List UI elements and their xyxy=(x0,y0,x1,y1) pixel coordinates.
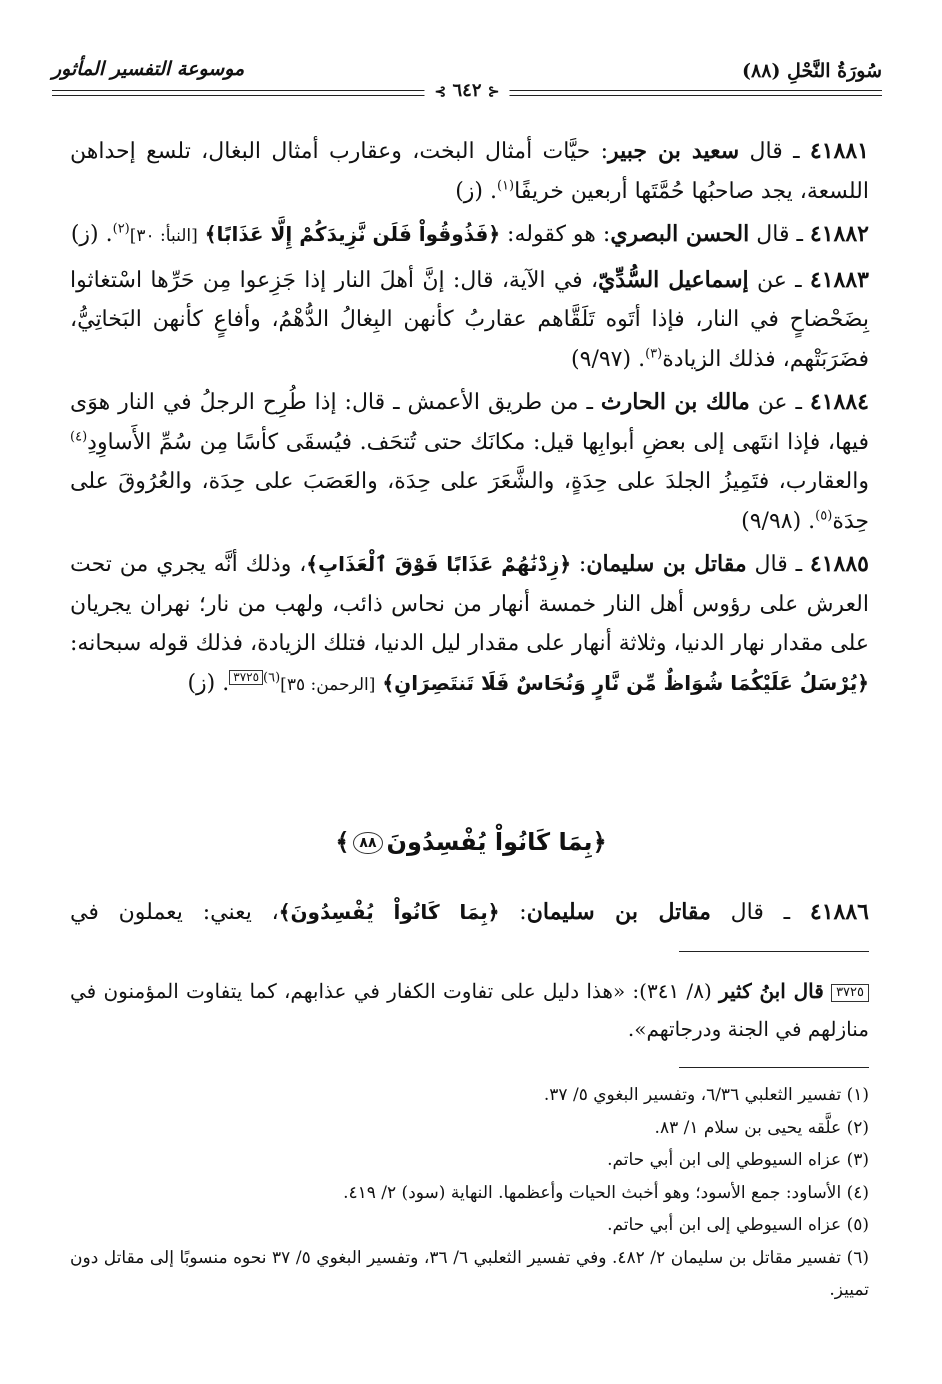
footnote-divider xyxy=(679,1067,869,1068)
footnote-ref: (٦) xyxy=(263,670,281,686)
verse-heading xyxy=(0,828,942,856)
narrator-name: الحسن البصري xyxy=(610,221,750,247)
verse-close-bracket: ﴾ xyxy=(335,828,350,856)
footnote-item: (٣) عزاه السيوطي إلى ابن أبي حاتم. xyxy=(607,1150,869,1170)
quran-quote: ﴿بِمَا كَانُواْ يُفْسِدُونَ﴾ xyxy=(278,900,500,924)
main-text xyxy=(70,132,869,709)
verse-text: ﴿بِمَا كَانُواْ يُفْسِدُونَ xyxy=(386,828,607,856)
narrator-name: مالك بن الحارث xyxy=(600,389,750,415)
entry-41883 xyxy=(70,261,869,380)
commentary-box-ref: ٣٧٢٥ xyxy=(229,670,263,685)
entry-41886 xyxy=(70,893,869,932)
source-ref: . (٩/٩٧) xyxy=(571,346,646,372)
footnote-item: (٤) الأساود: جمع الأسود؛ وهو أخبث الحيات وأعظمها. النهاية (سود) ٢/ ٤١٩. xyxy=(343,1182,869,1203)
book-title: موسوعة التفسير المأثور xyxy=(52,58,245,80)
entry-41884 xyxy=(70,383,869,541)
commentary-ref: (٨/ ٣٤١): xyxy=(625,979,719,1003)
footnote-ref: (٣) xyxy=(645,346,663,362)
entry-41882 xyxy=(70,215,869,257)
entry-connector: ـ قال xyxy=(746,552,810,577)
entry-text: : xyxy=(571,552,587,577)
entry-41881 xyxy=(70,132,869,211)
ornament-right-icon: ⊰ xyxy=(487,84,500,100)
footnote-item: (٦) تفسير مقاتل بن سليمان ٢/ ٤٨٢. وفي تفسير الثعلبي ٦/ ٣٦، وتفسير البغوي ٥/ ٣٧ نحوه منسوبًا إلى مقاتل دون تمييز. xyxy=(70,1247,869,1300)
entry-text: ـ من طريق الأعمش ـ قال: إذا طُرِح الرجلُ في النار هوَى فيها، فإذا انتَهى إلى بعضِ أبوابِها قيل: مكانَك حتى تُتحَف. فيُسقَى كأسًا مِن سُمِّ الأَساوِدِ xyxy=(70,390,869,455)
entry-text-continued: ، يعني: يعملون في xyxy=(70,900,279,925)
quran-quote: ﴿زِدْنَٰهُمْ عَذَابًا فَوْقَ ٱلْعَذَابِ﴾ xyxy=(306,552,572,576)
narrator-name: إسماعيل السُّدِّيّ xyxy=(598,266,749,293)
entry-text-continued: والعقارب، فتَمِيزُ الجلدَ على حِدَةٍ، والشَّعَرَ على حِدَة، والعَصَبَ على حِدَة، والعُرُوقَ على حِدَة xyxy=(70,469,869,534)
footnote-item: (٢) علَّقه يحيى بن سلام ١/ ٨٣. xyxy=(654,1117,869,1138)
ornament-left-icon: ⊱ xyxy=(434,84,447,100)
footnote-item: (١) تفسير الثعلبي ٦/٣٦، وتفسير البغوي ٥/ ٣٧. xyxy=(543,1085,869,1105)
quran-citation: [النبأ: ٣٠] xyxy=(129,226,198,246)
source-ref: . (ز) xyxy=(455,178,497,204)
page-header xyxy=(52,52,882,112)
entry-41885 xyxy=(70,545,869,705)
entry-text: ، في الآية، قال: إنَّ أهلَ النار إذا جَزِعوا مِن حَرِّها اسْتغاثوا بِضَحْضاحٍ في النار، فإذا أتَوه تَلَقَّاهم عقاربُ كأنهن البِغالُ الدُّهْمُ، وأفاعٍ كأنهن البَخاتِيُّ، فضَرَبَتْهم، فذلك الزيادة xyxy=(70,267,869,372)
quran-citation: [الرحمن: ٣٥] xyxy=(280,674,376,695)
page-number: ٦٤٢ xyxy=(452,80,482,101)
commentary-number: ٣٧٢٥ xyxy=(831,984,869,1002)
source-ref: . (ز) xyxy=(187,670,230,696)
quran-quote: ﴿فَذُوقُواْ فَلَن نَّزِيدَكُمْ إِلَّا عَذَابًا﴾ xyxy=(204,222,501,246)
entry-connector: ـ قال xyxy=(749,222,810,247)
footnote-ref: (٢) xyxy=(112,221,130,237)
source-ref: . (٩/٩٨) xyxy=(741,508,816,534)
footnote-ref: (١) xyxy=(496,178,515,194)
commentary-note xyxy=(70,972,869,1048)
entry-text: : حيَّات أمثال البخت، وعقارب أمثال البغال، تلسع إحداهن اللسعة، يجد صاحبُها حُمَّتَها أربعين خريفًا xyxy=(70,139,869,204)
verse-number-badge: ٨٨ xyxy=(353,832,382,854)
entry-number: ٤١٨٨٢ xyxy=(809,221,869,247)
source-ref: . (ز) xyxy=(70,222,113,247)
narrator-name: سعيد بن جبير xyxy=(607,138,740,164)
entry-number: ٤١٨٨٤ xyxy=(809,389,869,415)
footnote-ref: (٥) xyxy=(815,508,833,524)
entry-connector: ـ عن xyxy=(748,267,810,293)
entry-connector: ـ قال xyxy=(739,139,810,164)
entry-number: ٤١٨٨١ xyxy=(809,138,869,164)
quran-quote-2: ﴿يُرْسَلُ عَلَيْكُمَا شُوَاظٌ مِّن نَّارٍ وَنُحَاسٌ فَلَا تَنتَصِرَانِ﴾ xyxy=(382,670,869,695)
commentary-text: «هذا دليل على تفاوت الكفار في عذابهم، كما يتفاوت المؤمنون في منازلهم في الجنة ودرجاتهم». xyxy=(70,979,869,1041)
footnotes xyxy=(70,1079,869,1307)
page-number-block xyxy=(424,80,509,101)
entry-text: : هو كقوله: xyxy=(500,222,611,247)
footnote-ref: (٤) xyxy=(70,429,88,445)
surah-title: سُورَةُ النَّحْلِ (٨٨) xyxy=(742,60,882,82)
entry-connector: ـ عن xyxy=(749,390,810,415)
commentary-label: قال ابنُ كثير xyxy=(718,979,824,1003)
entry-number: ٤١٨٨٦ xyxy=(809,899,869,925)
entry-connector: ـ قال xyxy=(710,900,810,925)
commentary-divider xyxy=(679,951,869,952)
entry-number: ٤١٨٨٥ xyxy=(809,551,869,577)
entry-number: ٤١٨٨٣ xyxy=(809,266,869,293)
narrator-name: مقاتل بن سليمان xyxy=(526,899,711,925)
entry-text: : xyxy=(499,900,527,925)
entry-text-continued: ، وذلك أنَّه يجري من تحت العرش على رؤوس أهل النار خمسة أنهار من نحاس ذائب، ولهب من نار؛ نهران يجريان على مقدار نهار الدنيا، وثلاثة أنهار على مقدار ليل الدنيا، فتلك الزيادة، فذلك قوله سبحانه: xyxy=(70,552,869,656)
narrator-name: مقاتل بن سليمان xyxy=(586,551,747,577)
footnote-item: (٥) عزاه السيوطي إلى ابن أبي حاتم. xyxy=(607,1215,869,1235)
